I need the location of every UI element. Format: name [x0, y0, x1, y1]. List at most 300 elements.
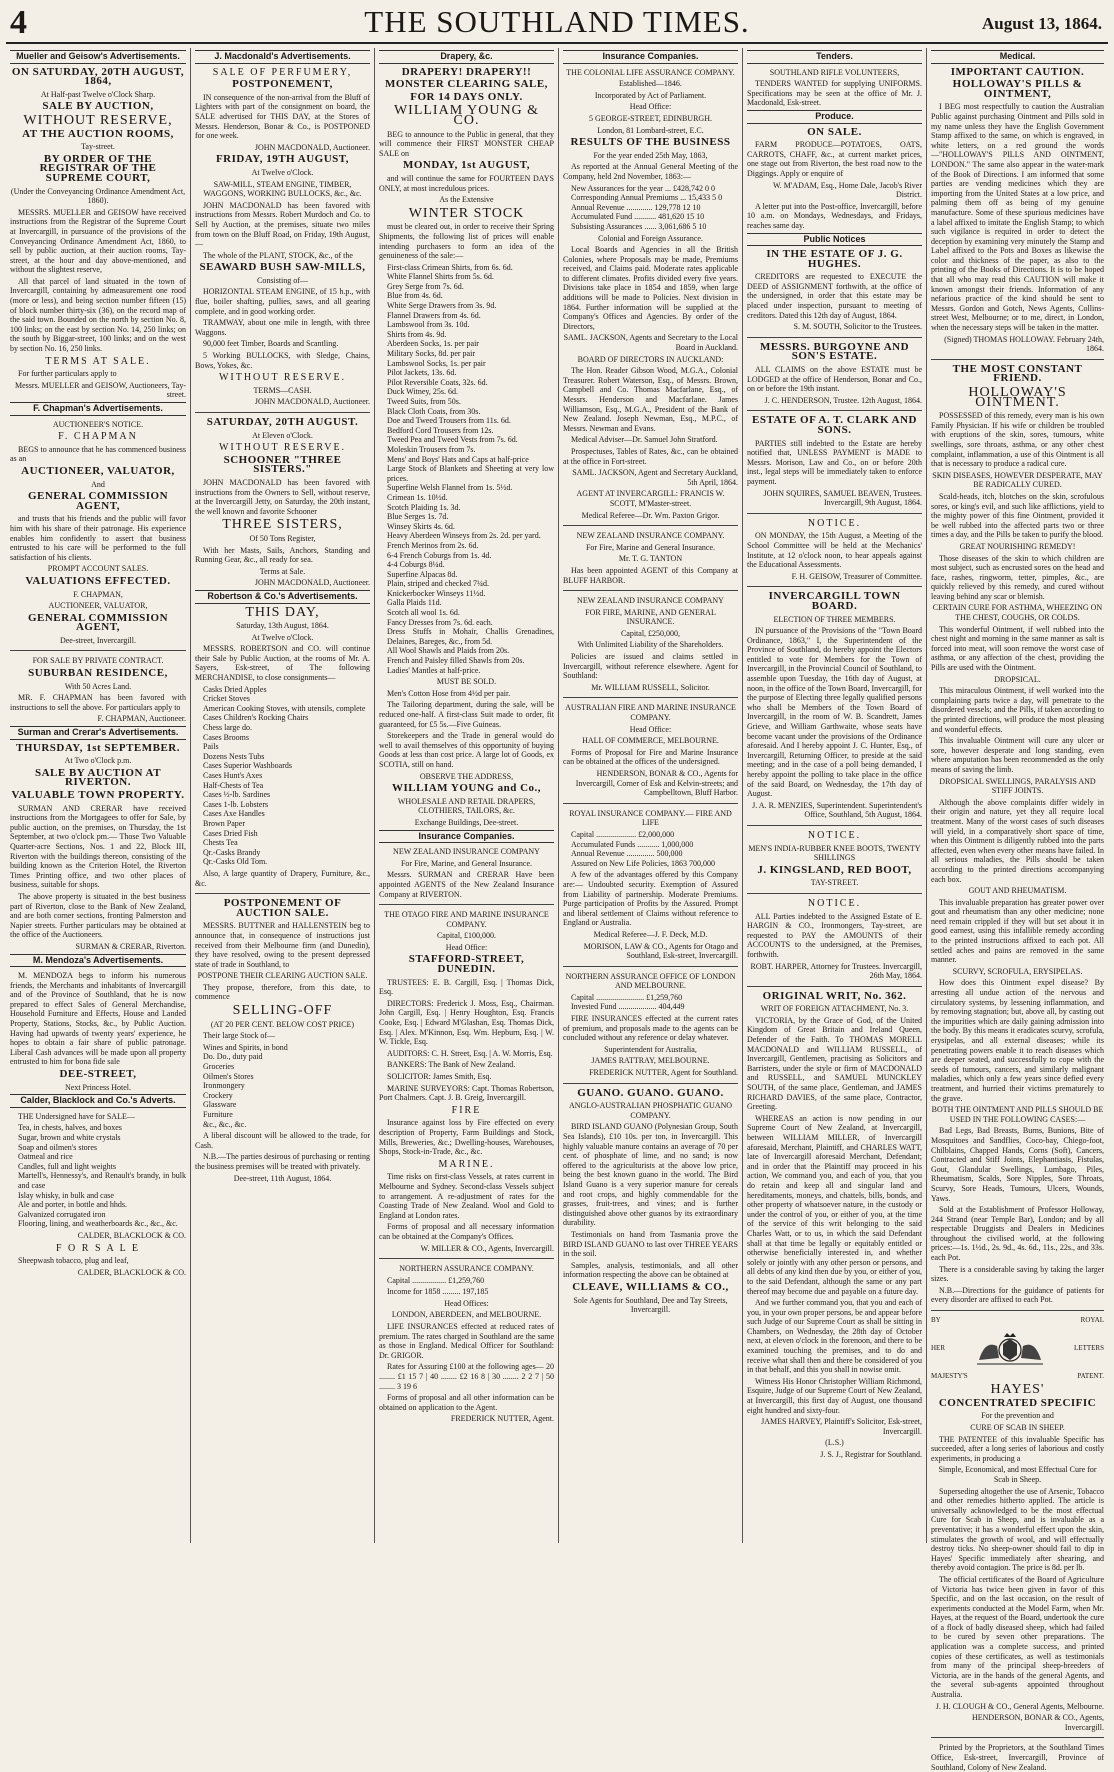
property-title: VALUABLE TOWN PROPERTY. [11, 789, 185, 801]
ad-body: The Hon. Reader Gibson Wood, M.G.A., Colonial Treasurer. Robert Waterson, Esq., of Messrs. Brown, Campbell and Co. Thomas Macfarlane, Esq., of Messrs. Henderson and Macfarlane. James Williamson, Esq., M.G.A., President of the Bank of New Zealand. Joseph Newman, Esq., M.P.C., of Messrs. Newman and Evans. [563, 366, 738, 433]
ad-body: FIRE INSURANCES effected at the current rates of premium, and proposals made to the agents can be concluded without any reference or delay whatever. [563, 1014, 738, 1043]
list-item: Chests Tea [203, 838, 238, 848]
ad-body: Medical Adviser—Dr. Samuel John Stratford. [571, 435, 718, 445]
signature: J. S. J., Registrar for Southland. [820, 1450, 922, 1459]
ad-body: POSSESSED of this remedy, every man is his own Family Physician. If his wife or children be troubled with eruptions of the skin, sores, tumours, white swellings, sore throats, asthma, or any other chest complaint, inflammation, a use of this Ointment is all that is necessary to produce a radical cure. [931, 411, 1104, 469]
estate-title: MESSRS. BURGOYNE AND SON'S ESTATE. [759, 340, 910, 363]
list-item: Qr.-Casks Brandy [203, 847, 261, 857]
sale-time: At Eleven o'Clock. [252, 430, 313, 440]
role: GENERAL COMMISSION AGENT, [27, 490, 169, 512]
postponement: POSTPONEMENT OF AUCTION SALE. [223, 897, 342, 919]
signature: SAML. JACKSON, Agent and Secretary Auckland, 5th April, 1864. [572, 468, 738, 487]
company-name: ROYAL INSURANCE COMPANY.— FIRE AND LIFE [569, 808, 732, 828]
company-name: WILLIAM YOUNG and Co., [391, 782, 542, 795]
ad-body: LIFE INSURANCES effected at reduced rates of premium. The rates charged in Southland are the same as those in England. Medical Officer for Southland: Dr. GRIGOR. [379, 1322, 554, 1360]
ad-body: Testimonials on hand from Tasmania prove the BIRD ISLAND GUANO to last over THREE YEARS in the soil. [563, 1229, 738, 1259]
lot-item: TRAMWAY, about one mile in length, with three Waggons. [195, 318, 370, 337]
head-office-label: Head Office: [445, 942, 488, 952]
list-item: Mens' and Boys' Hats and Caps at half-price [387, 454, 529, 464]
medical-referee: Medical Referee—J. F. Deck, M.D. [593, 929, 708, 939]
london-office: London, 81 Lombard-street, E.C. [597, 125, 704, 135]
terms: TERMS—CASH. [253, 385, 312, 395]
list-item: Glassware [203, 1100, 237, 1110]
newspaper-title: THE SOUTHLAND TIMES. [364, 4, 750, 39]
figure-line: Annual Revenue ............. 129,778 12 10 [571, 202, 701, 212]
figure-line: Accumulated Fund ........... 481,620 15 10 [571, 212, 705, 222]
and-text: And [91, 479, 105, 489]
list-item: Sugar, brown and white crystals [18, 1133, 121, 1142]
ad-body: PARTIES still indebted to the Estate are hereby notified that, UNLESS PAYMENT is MADE to Messrs. Morison, Law and Co., on or before 20th inst., legal steps will be immediately taken to enforce payment. [747, 438, 922, 486]
list-item: Cases Brooms [203, 732, 249, 742]
ad-body: Prospectuses, Tables of Rates, &c., can be obtained at the office in Fort-street. [563, 446, 738, 466]
head-office: 5 GEORGE-STREET, EDINBURGH. [589, 113, 712, 123]
divider [747, 586, 922, 587]
list-item: 6-4 French Coburgs from 1s. 4d. [387, 550, 492, 560]
year: For the year ended 25th May, 1863, [593, 150, 708, 160]
signature: JOHN MACDONALD, Auctioneer. [254, 578, 370, 588]
ad-body: Their large Stock of— [203, 1031, 276, 1041]
list-item: Tea, in chests, halves, and boxes [18, 1123, 122, 1133]
warrant-text: ROYAL [1080, 1316, 1104, 1325]
list-item: French Merinos from 2s. 6d. [387, 540, 479, 550]
list-item: Blue Serges 1s. 7d. [387, 512, 449, 522]
list-item: Soap and oilmen's stores [18, 1142, 97, 1152]
incorporated: Incorporated by Act of Parliament. [594, 90, 707, 100]
board-title: INVERCARGILL TOWN BOARD. [768, 590, 901, 612]
ad-body: Also, A large quantity of Drapery, Furniture, &c., &c. [195, 868, 370, 888]
without-reserve: WITHOUT RESERVE. [218, 442, 347, 454]
list-item: White Serge Drawers from 3s. 9d. [387, 301, 497, 311]
signature: (Signed) THOMAS HOLLOWAY. February 24th, 1864. [944, 334, 1104, 354]
sale-date: FRIDAY, 19TH AUGUST, [215, 153, 350, 166]
divider [747, 337, 922, 338]
section-header: Calder, Blacklock and Co.'s Adverts. [10, 1094, 186, 1108]
signature: JOHN MACDONALD, Auctioneer. [254, 397, 370, 407]
company-name: CLEAVE, WILLIAMS & CO., [572, 1280, 729, 1293]
list-item: &c., &c., &c. [203, 1119, 247, 1129]
signature: JOHN SQUIRES, SAMUEL BEAVEN, Trustees. Invercargill, 9th August, 1864. [763, 488, 922, 508]
medical-referee: Medical Referee—Dr. Wm. Paxton Grigor. [581, 510, 720, 520]
without-reserve: WITHOUT RESERVE. [218, 372, 347, 384]
sale-title: SALE BY AUCTION, [42, 100, 154, 113]
ad-body: WHEREAS an action is now pending in our Supreme Court of New Zealand, at Invercargill, between WILLIAM MILLER, of Invercargill aforesaid, Merchant, Plaintiff, and CHARLES WATT, late of Invercargill aforesaid Merchant, Defendant; and in order that the Plaintiff may proceed in his action, We command you, and each of you, that you do retain and keep all and singular land and hereditaments, moneys, and chattels, bills, bonds, and other property of whatsoever nature, in the custody or under the control of you, or either of you, at the time of the service of this writ belonging to the said Charles Watt, or to us, in which the said Defendant shall at that time be legally or equitably entitled or otherwise beneficially interested in, and whether solely or jointly with any other person or persons, and all debts of any kind then due by you, or either of you, to the said Defendant, although the same or any part thereof may become due and payable on a future day. [747, 1113, 922, 1296]
purpose: CURE OF SCAB IN SHEEP. [970, 1423, 1065, 1432]
ad-body: ALL Parties indebted to the Assigned Estate of E. HARGIN & CO., Ironmongers, Tay-street, are requested to PAY the AMOUNTS of their ACCOUNTS to the undersigned, at the Premises, forthwith. [747, 911, 922, 959]
insurance-type: FOR FIRE, MARINE, AND GENERAL INSURANCE. [585, 607, 716, 627]
sale-time: At Two o'Clock p.m. [64, 756, 132, 766]
list-item: Tweed Suits, from 50s. [387, 397, 461, 406]
ad-body: and will continue the same for FOURTEEN DAYS ONLY, at most incredulous prices. [379, 173, 554, 193]
ad-body: BIRD ISLAND GUANO (Polynesian Group, South Sea Islands), £10 10s. per ton, in Invercargill. This highly valuable manure contains an average of 70 per cent. of phosphate of lime, and no sand; is now offered to the agriculturists at the above low price, being the best known guano in the world. The Bird Island Guano is a very superior manure for cereals and root crops, and highly commendable for the grasses, fruit-trees, and vines; and is further distinguished above other guanos by its extraordinary durability. [563, 1122, 738, 1228]
figure-line: Subsisting Assurances ...... 3,061,686 5 10 [571, 221, 707, 231]
ad-body: Although the above complaints differ widely in their origin and nature, yet they all require local treatment. Many of the worst cases of such diseases will yield, in a comparatively short space of time, when this Ointment is diligently rubbed into the parts affected, even when every other means have failed. In all serious maladies, the Pills should be taken according to the printed directions accompanying each box. [931, 797, 1104, 884]
ad-body: TENDERS WANTED for supplying UNIFORMS. Specifications may be seen at the office of Mr. J. Macdonald, Esk-street. [747, 79, 922, 108]
ad-body: Messrs. SURMAN and CRERAR Have been appointed AGENTS of the New Zealand Insurance Company at RIVERTON. [379, 870, 554, 899]
notice-title: NOTICE. [807, 517, 862, 529]
list-item: Half-Chests of Tea [203, 780, 264, 790]
ad-body: Forms of proposal and all other information can be obtained on application to the Agent. [379, 1393, 554, 1412]
list-item: French and Paisley filled Shawls from 20s. [387, 656, 525, 666]
address: Exchange Buildings, Dee-street. [414, 817, 519, 827]
ad-body: This miraculous Ointment, if well worked into the complaining parts twice a day, will penetrate to the disordered vessels; and the Pills, if taken according to the printed directions, will produce the most pleasing and wonderful effects. [931, 686, 1104, 734]
figure-line: New Assurances for the year ... £428,742 0 0 [571, 183, 715, 193]
directors: DIRECTORS: Frederick J. Moss, Esq., Chairman. John Cargill, Esq. | Henry Houghton, Esq. Francis Cooke, Esq. | Edward M'Glashan, Esq. Thomas Dick, Esq. | Alex. M'Kinnon, Esq. Wm. Hepburn, Esq. | W. W. Tickle, Esq. [379, 998, 554, 1047]
list-item: Flannel Drawers from 4s. 6d. [387, 310, 481, 320]
address: Dee-street, 11th August, 1864. [233, 1173, 332, 1183]
imprint: Printed by the Proprietors, at the Southland Times Office, Esk-street, Invercargill, Province of Southland, Colony of New Zealand. [931, 1743, 1104, 1772]
list-item: Scotch Plaiding 1s. 3d. [387, 502, 461, 512]
ad-body: Men's Cotton Hose from 4½d per pair. [387, 688, 511, 698]
divider [195, 412, 370, 413]
ad-body: Those diseases of the skin to which children are most subject, such as encrusted sores on the head and face, rashes, ringworm, tetter, pimples, &c., are quickly relieved by this remedy, and cured without leaving behind any scar or blemish. [931, 553, 1104, 601]
this-day: THIS DAY, [245, 604, 320, 620]
ad-body: A liberal discount will be allowed to the trade, for Cash. [195, 1131, 370, 1150]
subhead: GREAT NOURISHING REMEDY! [959, 541, 1076, 551]
warrant-footer [931, 1372, 1104, 1382]
company-name: NORTHERN ASSURANCE OFFICE OF LONDON AND MELBOURNE. [565, 971, 736, 991]
ad-body: Forms of Proposal for Fire and Marine Insurance can be obtained at the offices of the undersigned. [563, 747, 738, 767]
column-4 [558, 48, 742, 1543]
product-title: HAYES' [990, 1382, 1045, 1398]
signature: HENDERSON, BONAR & CO., Agents, Invercargill. [971, 1713, 1104, 1732]
ad-body: Sold at the Establishment of Professor Holloway, 244 Strand (near Temple Bar), London; and by all respectable Druggists and Dealers in Medicines throughout the civilised world, at the following prices:—1s. 1½d., 2s. 9d., 4s. 6d., 11s., 22s., and 33s. each Pot. [931, 1205, 1104, 1263]
address: Dee-street, Invercargill. [59, 635, 137, 645]
selling-off: SELLING-OFF [232, 1003, 333, 1019]
boots-title: MEN'S INDIA-RUBBER KNEE BOOTS, TWENTY SHILLINGS [748, 843, 921, 863]
trader-name: J. KINGSLAND, RED BOOT, [757, 863, 912, 876]
ad-body: Time risks on first-class Vessels, at rates current in Melbourne and Sydney. Second-class Vessels subject to arrangement. A re-adjustment of rates for the Coasting Trade of New Zealand. Wool and Gold to England at London rates. [379, 1172, 554, 1220]
sale-title: SALE OF PERFUMERY, [212, 66, 353, 78]
list-item: Superfine Alpacas 8d. [387, 569, 458, 579]
figure-line: Accumulated Funds ........... 1,000,000 [571, 839, 694, 849]
list-item: Moleskin Trousers from 7s. [387, 444, 476, 454]
section-header: Surman and Crerar's Advertisements. [10, 726, 186, 740]
signature: J. A. R. MENZIES, Superintendent. Superintendent's Office, Southland, 5th August, 1864. [752, 800, 922, 820]
list-item: American Cooking Stoves, with utensils, complete [203, 703, 366, 713]
head-office-label: Head Office: [629, 724, 672, 734]
ad-body: IN consequence of the non-arrival from the Bluff of Lighters with part of the consignment on board, the SALE advertised for THIS DAY, at the Stores of Messrs. Henderson, Bonar & Co., is POSTPONED for one week. [195, 92, 370, 141]
auction-rooms: AT THE AUCTION ROOMS, [22, 127, 174, 140]
ad-body: Insurance against loss by Fire effected on every description of Property, Farm Buildings and Stock, Mills, Breweries, &c.; Dwelling-houses, Warehouses, Shops, Stock-in-Trade, &c., &c. [379, 1118, 554, 1157]
results-figures [563, 184, 738, 232]
divider [563, 590, 738, 591]
ad-body: Witness His Honor Christopher William Richmond, Esquire, Judge of our Supreme Court of New Zealand, at Invercargill, this first day of August, one thousand eight hundred and sixty-four. [747, 1376, 922, 1415]
ad-body: Samples, analysis, testimonials, and all other information respecting the above can be obtained at [563, 1260, 738, 1280]
list-item: Grey Serge from 7s. 6d. [387, 281, 464, 291]
section-header: Public Notices [747, 233, 922, 247]
company-name: AUSTRALIAN FIRE AND MARINE INSURANCE COMPANY. [565, 703, 736, 723]
ad-body: CREDITORS are requested to EXECUTE the DEED of ASSIGNMENT forthwith, at the office of the undersigned, in order that this estate may be placed under inspection, pursuant to meeting of creditors. Dated this 12th day of August, 1864. [747, 272, 922, 320]
section-header: Mueller and Geisow's Advertisements. [10, 50, 186, 64]
section-header: F. Chapman's Advertisements. [10, 402, 186, 416]
ad-headline: MONSTER CLEARING SALE, [385, 78, 548, 91]
head-office-label: Head Office: [629, 102, 672, 112]
signature: AUCTIONEER, VALUATOR, [48, 601, 148, 611]
list-item: Plain, striped and checked 7¼d. [387, 579, 489, 589]
section-header: Drapery, &c. [379, 50, 554, 64]
seal: (L.S.) [825, 1438, 844, 1448]
address: Sole Agents for Southland, Dee and Tay Streets, Invercargill. [573, 1295, 728, 1315]
divider [931, 1737, 1104, 1738]
signature: CALDER, BLACKLOCK & CO. [77, 1230, 186, 1240]
list-item: Oatmeal and rice [18, 1152, 73, 1162]
ad-body: JOHN MACDONALD has been favored with instructions from Messrs. Robert Murdoch and Co. to Sell by Auction, at the premises, situate two miles from town on the Bluff Road, on Friday, 19th August,— [195, 200, 370, 249]
list-item: Cases 1-lb. Lobsters [203, 799, 269, 809]
newspaper-columns [6, 48, 1108, 1772]
ad-body: The Tailoring department, during the sale, will be reduced one-half. A first-class Suit made to order, fit guaranteed, for £5 5s.—Five Guineas. [379, 700, 554, 729]
signature: SAML. JACKSON, Agents and Secretary to the Local Board in Auckland. [563, 333, 738, 353]
on-sale: ON SALE. [807, 125, 862, 138]
lot-item: 5 Working BULLOCKS, with Sledge, Chains, Bows, Yokes, &c. [195, 351, 370, 370]
subhead: BOTH THE OINTMENT AND PILLS SHOULD BE USED IN THE FOLLOWING CASES:— [931, 1105, 1104, 1124]
warrant-text: BY [931, 1316, 941, 1325]
sale-title: SALE BY AUCTION AT RIVERTON. [34, 766, 162, 789]
subhead: SCURVY, SCROFULA, ERYSIPELAS. [952, 966, 1083, 976]
must-be-sold: MUST BE SOLD. [436, 677, 497, 687]
agent: AGENT AT INVERCARGILL: FRANCIS W. SCOTT, M'Master-street. [576, 489, 725, 508]
column-6 [926, 48, 1108, 1772]
signature: Messrs. MUELLER and GEISOW, Auctioneers, Tay-street. [15, 380, 186, 400]
list-item: Dress Stuffs in Mohair, Challis Grenadines, Delaines, Bareges, &c., from 5d. [387, 627, 554, 646]
warrant-text: MAJESTY'S [931, 1371, 968, 1380]
royal-figures [563, 830, 738, 868]
contract-title: FOR SALE BY PRIVATE CONTRACT. [32, 656, 164, 666]
list-item: Candles, full and light weights [18, 1161, 116, 1171]
product-title: HOLLOWAY'S OINTMENT. [968, 385, 1067, 410]
ad-body: Superseding altogether the use of Arsenic, Tobacco and other remedies hitherto applied. The article is universally acknowledged to be the most effectual Cure for Scab in Sheep, and is invaluable as a preventative; it has a wonderful effect upon the skin, stimulates the growth of wool, and will effectually destroy ticks. No sheep-owner should fail to dip in Hayes' Specific immediately after shearing, and thereby avoid contagion. The price is 8d. per lb. [931, 1486, 1104, 1573]
ad-body: JOHN MACDONALD has been favored with instructions from the Owners to Sell, without reserve, at the Invercargill Jetty, on Saturday, the 20th instant, the well known and favorite Schooner [195, 477, 370, 516]
warrant-header [931, 1316, 1104, 1326]
list-item: Blue from 4s. 6d. [387, 291, 443, 301]
notice-title: NOTICE. [807, 829, 862, 841]
insurance-type: For Fire, Marine and General Insurance. [585, 542, 716, 552]
marine-surveyors: MARINE SURVEYORS: Capt. Thomas Robertson, Port Chalmers. Capt. J. B. Greig, Invercargill. [379, 1083, 554, 1103]
list-item: Cases Axe Handles [203, 809, 265, 819]
product-subtitle: CONCENTRATED SPECIFIC [938, 1396, 1097, 1409]
signature: SURMAN & CRERAR, Riverton. [75, 941, 186, 951]
list-item: Black Cloth Coats, from 30s. [387, 406, 481, 416]
ad-body: The above property is situated in the best business part of Riverton, close to the Bank of New Zealand, and are both corner sections, fronting Palmerston and Napier streets. Further particulars may be obtained at the office of the Auctioneers. [10, 891, 186, 940]
liability: With Unlimited Liability of the Shareholders. [577, 640, 724, 650]
head-office: HALL OF COMMERCE, MELBOURNE. [582, 736, 719, 746]
ad-body: They propose, therefore, from this date, to commence [195, 982, 370, 1002]
subhead: DROPSICAL SWELLINGS, PARALYSIS AND STIFF JOINTS. [939, 776, 1096, 796]
divider [931, 1310, 1104, 1311]
tender-title: SOUTHLAND RIFLE VOLUNTEERS, [769, 67, 900, 77]
board-title: BOARD OF DIRECTORS IN AUCKLAND: [577, 354, 724, 364]
signature: HENDERSON, BONAR & CO., Agents for Invercargill, Corner of Esk and Kelvin-streets; and Campbelltown, Bluff Harbor. [575, 769, 738, 798]
list-item: Pilot Reversible Coats, 32s. 6d. [387, 377, 488, 387]
company-name: NEW ZEALAND INSURANCE COMPANY [393, 847, 540, 857]
company-name: NEW ZEALAND INSURANCE COMPANY [577, 596, 724, 606]
signature: W. M'ADAM, Esq., Home Dale, Jacob's River District. [772, 180, 922, 200]
agent-name: Mr. T. G. TANTON [618, 554, 683, 564]
list-item: Ladies' Mantles at half-price. [387, 665, 481, 675]
list-item: Cases Hunt's Axes [203, 771, 263, 780]
subhead: SKIN DISEASES, HOWEVER DESPERATE, MAY BE RADICALLY CURED. [932, 470, 1103, 490]
ad-body: and trusts that his friends and the public will favor him with his share of their patronage. His experience enables him confidently to assert that business entrusted to his care will be performed to the full satisfaction of his clients. [10, 514, 186, 562]
list-item: Lambswool from 3s. 10d. [387, 320, 470, 330]
list-item: Do. Do., duty paid [203, 1052, 263, 1062]
estate-title: ESTATE OF A. T. CLARK AND SONS. [751, 414, 917, 436]
trustees: TRUSTEES: E. B. Cargill, Esq. | Thomas Dick, Esq. [379, 977, 554, 997]
sale-time: At Half-past Twelve o'Clock Sharp. [40, 89, 156, 99]
acres: With 50 Acres Land. [64, 681, 132, 691]
list-item: Galla Plaids 11d. [387, 598, 442, 608]
list-item: Cases ½-lb. Sardines [203, 790, 271, 800]
auditors: AUDITORS: C. H. Street, Esq. | A. W. Morris, Esq. [387, 1048, 553, 1058]
figure-line: Invested Fund ................... 404,449 [571, 1002, 685, 1012]
divider [195, 893, 370, 894]
ad-body: M. MENDOZA begs to inform his numerous friends, the Merchants and inhabitants of Invercargill and of the Province of Southland, that he is now prepared to effect Sales of General Merchandise, Household Furniture and Effects, House and Landed Property, Stations, Stocks, &c., by Public Auction. Having had upwards of twenty years' experience, he hopes to obtain a fair share of public patronage. Liberal Cash advances will be made upon all property entrusted to him for bona fide sale [10, 971, 186, 1067]
ad-body: A few of the advantages offered by this Company are:— Undoubted security. Exemption of Assured from Liability of partnership. Moderate Premiums. Purge participation of Profits by the Assured. Prompt and liberal settlement of Claims without reference to England or Australia. [563, 870, 738, 928]
list-item: Shirts from 4s. 9d. [387, 329, 447, 339]
divider [563, 1083, 738, 1084]
figure-line: Capital ................. £1,259,760 [387, 1275, 485, 1285]
ad-body: MESSRS. MUELLER and GEISOW have received instructions from the Registrar of the Supreme Court at Invercargill, in pursuance of the provisions of the Conveyancing Ordinance Amendment Act, 1860, to sell by public auction, at their auction rooms, Tay-street, at the hour and day above-mentioned, and without the slightest reserve, [10, 207, 186, 275]
divider [747, 825, 922, 826]
lot-item: HORIZONTAL STEAM ENGINE, of 15 h.p., with flue, boiler shafting, pullies, saws, and all gearing complete, and in good working order. [195, 287, 370, 316]
results-title: RESULTS OF THE BUSINESS [570, 136, 731, 149]
notice-title: NOTICE. [807, 897, 862, 909]
goods-list [195, 685, 370, 867]
subhead: Colonial and Foreign Assurance. [598, 233, 703, 243]
ad-body: Sheepwash tobacco, plug and leaf, [18, 1256, 129, 1266]
mill-name: SEAWARD BUSH SAW-MILLS, [199, 261, 366, 274]
notice-title: AUCTIONEER'S NOTICE. [52, 419, 144, 429]
list-item: Casks Dried Apples [203, 684, 267, 694]
stock-list [195, 1043, 370, 1129]
writ-title: ORIGINAL WRIT, No. 362. [762, 989, 907, 1002]
signature: FREDERICK NUTTER, Agent. [450, 1414, 554, 1424]
consisting: Consisting of— [257, 275, 308, 285]
tagline: THE MOST CONSTANT FRIEND. [952, 362, 1083, 385]
list-item: Qr.-Casks Old Tom. [203, 857, 268, 867]
divider [747, 513, 922, 514]
ad-body: must be cleared out, in order to receive their Spring Shipments, the following list of prices will enable intending purchasers to form an idea of the genuineness of the sale:— [379, 222, 554, 261]
list-item: Winsey Skirts 4s. 6d. [387, 521, 455, 531]
residence-title: SUBURBAN RESIDENCE, [28, 667, 168, 680]
ad-body: MR. F. CHAPMAN has been favored with instructions to sell the above. For particulars apply to [10, 693, 186, 712]
list-item: White Flannel Shirts from 5s. 6d. [387, 272, 494, 282]
list-item: Military Socks, 8d. per pair [387, 349, 475, 359]
marine-title: MARINE. [438, 1158, 495, 1170]
list-item: Cricket Stoves [203, 694, 250, 704]
capital: Capital, £100,000. [436, 931, 497, 941]
ad-body: Has been appointed AGENT of this Company at BLUFF HARBOR. [563, 565, 738, 585]
ad-body: There is a considerable saving by taking the larger sizes. [931, 1264, 1104, 1284]
company-name: NEW ZEALAND INSURANCE COMPANY. [576, 531, 725, 541]
ad-body: ON MONDAY, the 15th August, a Meeting of the School Committee will be held at the Mechanics' Institute, at 12 o'clock noon, to hear appeals against the Educational Assessments. [747, 531, 922, 570]
ad-body: Bad Legs, Bad Breasts, Burns, Bunions, Bite of Mosquitoes and Sandflies, Coco-bay, Chiego-foot, Chilblains, Chapped Hands, Corns (Soft), Cancers, Contracted and Stiff Joints, Elephantiasis, Fistulas, Gout, Glandular Swellings, Lumbago, Piles, Rheumatism, Scalds, Sore Nipples, Sore Throats, Scurvy, Sore Heads, Tumours, Ulcers, Wounds, Yaws. [931, 1126, 1104, 1203]
figure-line: Annual Revenue .............. 500,000 [571, 849, 683, 859]
figure-line: Corresponding Annual Premiums ... 15,433 5 0 [571, 193, 723, 203]
company-name: THE COLONIAL LIFE ASSURANCE COMPANY. [566, 67, 735, 77]
signature: JOHN MACDONALD, Auctioneer. [254, 142, 370, 152]
list-item: Groceries [203, 1062, 235, 1072]
for-sale: F O R S A L E [56, 1242, 140, 1254]
divider [10, 650, 186, 651]
masthead-rule [6, 42, 1108, 44]
list-item: Dozens Nests Tubs [203, 751, 265, 761]
divider [379, 904, 554, 905]
tonnage: Of 50 Tons Register, [249, 533, 316, 543]
figure-line: Assured on New Life Policies, 1863 700,000 [571, 858, 715, 868]
divider [747, 893, 922, 894]
signature: J. C. HENDERSON, Trustee. 12th August, 1864. [764, 395, 922, 405]
sale-date: ON SATURDAY, 20TH AUGUST, 1864, [11, 65, 185, 88]
terms: TERMS AT SALE. [45, 355, 151, 367]
divider [931, 359, 1104, 360]
subhead: DROPSICAL. [994, 674, 1041, 684]
sale-time: At Twelve o'Clock. [251, 632, 314, 642]
ad-body: FARM PRODUCE—POTATOES, OATS, CARROTS, CHAFF, &c., at current market prices, one stage out from Riverton, the best road now to the Diggings. Apply or enquire of [747, 140, 922, 178]
company-name: NORTHERN ASSURANCE COMPANY. [399, 1264, 534, 1274]
ad-body: With her Masts, Sails, Anchors, Standing and Running Gear, &c., all ready for sea. [195, 545, 370, 565]
signature: W. MILLER & CO., Agents, Invercargill. [420, 1243, 554, 1253]
divider [379, 1258, 554, 1259]
list-item: Superfine Welsh Flannel from 1s. 5½d. [387, 483, 513, 493]
signature: F. H. GEISOW, Treasurer of Committee. [791, 571, 922, 581]
ad-body: Forms of proposal and all necessary information can be obtained at the Company's Offices. [379, 1222, 554, 1241]
estate-title: IN THE ESTATE OF J. G. HUGHES. [766, 248, 903, 270]
terms: Terms at Sale. [259, 566, 306, 576]
ad-headline: DRAPERY! DRAPERY!! [401, 65, 532, 78]
head-office: STAFFORD-STREET, DUNEDIN. [408, 953, 525, 976]
ad-body: IN pursuance of the Provisions of the "Town Board Ordinance, 1863," I, the Superintendent of the Province of Southland, do hereby appoint the Electors entitled to vote for Members for the Town of Invercargill, in the Provincial Council of Southland, to assemble upon Tuesday, the 16th day of August, at noon, in the office of the Town Board, Invercargill, for the purpose of Electing three legally qualified persons who shall be Members of the Town Board of Invercargill, in the room of W. B. Scandrett, James Grieve, and William Garthwaite, whose seats have become vacant under the provisions of the Ordinance aforesaid. And I hereby appoint J. C. Hunter, Esq., of Invercargill, Returning Officer, to preside at the said meeting; and in the case of a poll being demanded, I hereby appoint the polling to take place in the office of the said Board, on Wednesday, the 17th day of August. [747, 626, 922, 799]
figure-line: Income for 1858 ......... 197,185 [387, 1287, 489, 1297]
ad-body: All that parcel of land situated in the town of Invercargill, containing by admeasurement one rood (more or less), and being section number fifteen (15) of block number thirty-six (36), on the record map of the said town. Bounded on the north by section No. 8, 100 links; on the east by section No. 14, 250 links; on the south by Biggar-street, 100 links; and on the west by section No. 16, 250 links. [10, 276, 186, 354]
list-item: Cases Children's Rocking Chairs [203, 713, 309, 723]
product-title: HOLLOWAY'S PILLS & OINTMENT, [952, 78, 1083, 100]
list-item: Large Stock of Blankets and Sheeting at very low prices. [387, 464, 554, 483]
signature: ROBT. HARPER, Attorney for Trustees. Invercargill, 26th May, 1864. [750, 961, 922, 981]
street: Tay-street. [81, 142, 115, 152]
ad-body: Storekeepers and the Trade in general would do well to avail themselves of this opportunity of buying Goods at less than cost price. A large lot of Goods, ex SCOTIA, still on hand. [379, 731, 554, 769]
lot-title: SAW-MILL, STEAM ENGINE, TIMBER, WAGGONS, WORKING BULLOCKS, &c., &c. [203, 179, 362, 199]
address: DEE-STREET, [59, 1068, 137, 1081]
list-item: Crockery [203, 1090, 233, 1100]
postponement: POSTPONE THEIR CLEARING AUCTION SALE. [197, 971, 368, 981]
solicitor: SOLICITOR: James Smith, Esq. [387, 1072, 492, 1081]
ad-body: MESSRS. ROBERTSON and CO. will continue their Sale by Public Auction, at the rooms of Mr. A. Sayers, Esk-street, of The following MERCHANDISE, to close consignments— [195, 644, 370, 683]
sale-date: SATURDAY, 20TH AUGUST. [206, 416, 359, 428]
election-title: ELECTION OF THREE MEMBERS. [773, 614, 896, 624]
warrant-text: PATENT. [1077, 1371, 1104, 1380]
list-item: Brown Paper [203, 818, 245, 828]
capital: Capital, £250,000, [620, 628, 681, 638]
postponement: POSTPONEMENT, [232, 78, 333, 91]
list-item: Lambswool Socks, 1s. per pair [387, 358, 486, 368]
warrant-text: LETTERS [1074, 1343, 1104, 1352]
ad-body: The official certificates of the Board of Agriculture of Victoria has twice been given in favor of this Specific, and on the last occasion, on the result of experiments conducted at the Model Farm, when Mr. Hayes, at the request of the Board, undertook the cure of a flock of badly diseased sheep, which had failed to be cured by seven other preparations. The application was a complete success, and printed copies of these certificates, as well as testimonials from many of the principal sheep-breeders of Victoria, are in the hands of the general Agents, and the several sub-agents appointed throughout Australia. [931, 1574, 1104, 1700]
list-item: Pails [203, 742, 219, 752]
head-office-label: Head Offices: [444, 1298, 489, 1308]
goods-list [10, 1123, 186, 1229]
trade-description: WHOLESALE AND RETAIL DRAPERS, CLOTHIERS, TAILORS, &c. [397, 796, 536, 816]
list-item: Chess large do. [203, 723, 252, 733]
stock-title: WINTER STOCK [408, 205, 525, 221]
role: AUCTIONEER, VALUATOR, [21, 464, 175, 477]
divider [563, 803, 738, 804]
signature: FREDERICK NUTTER, Agent for Southland. [589, 1068, 738, 1078]
ad-headline: FOR 14 DAYS ONLY. [410, 90, 523, 103]
subhead: CERTAIN CURE FOR ASTHMA, WHEEZING ON THE CHEST, COUGHS, OR COLDS. [932, 603, 1103, 623]
company-name: THE OTAGO FIRE AND MARINE INSURANCE COMPANY. [384, 910, 549, 929]
ad-body: A letter put into the Post-office, Invercargill, before 10 a.m. on Mondays, Wednesdays, and Fridays, reaches same day. [747, 201, 922, 230]
ad-body: MESSRS. BUTTNER and HALLENSTEIN beg to announce that, in consequence of instructions just received from their Melbourne firm (and Dunedin), they have resolved, owing to the present depressed state of trade in Southland, to [195, 921, 370, 969]
guano-title: GUANO. GUANO. GUANO. [577, 1086, 724, 1099]
